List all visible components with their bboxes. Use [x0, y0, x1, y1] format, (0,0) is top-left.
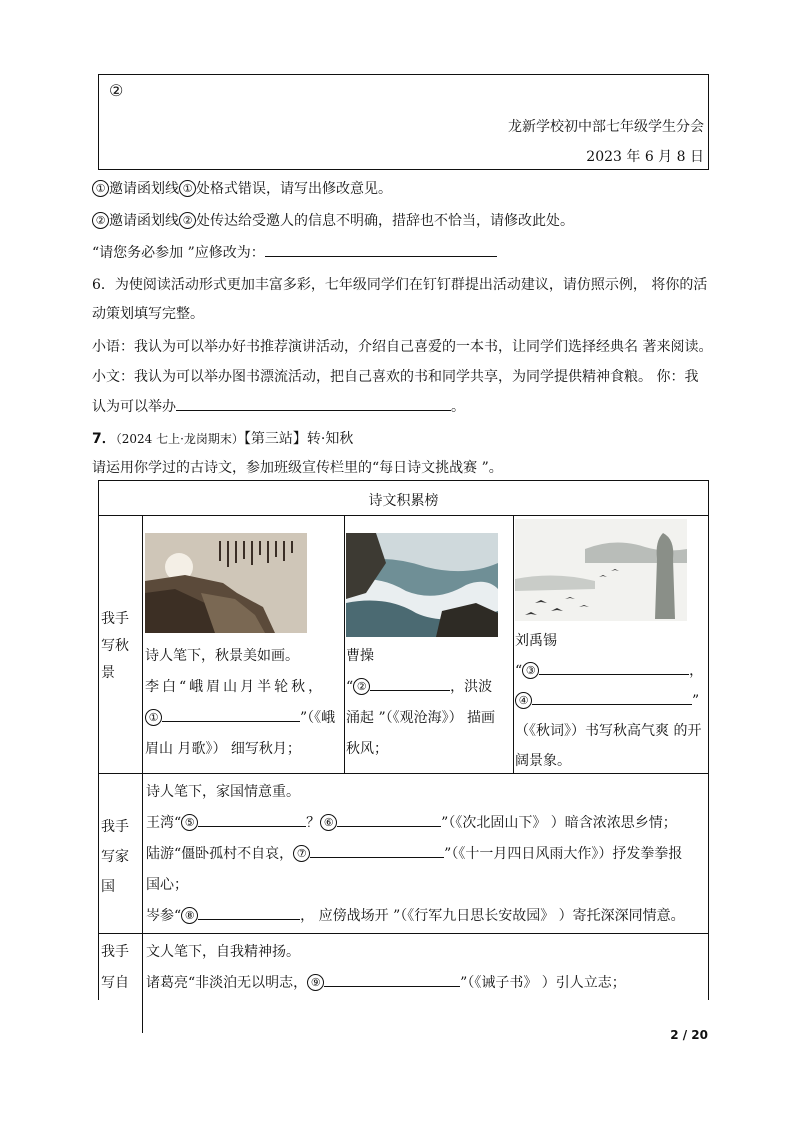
r2-line-2	[146, 808, 685, 839]
marker-8-blank: ⑧	[181, 907, 198, 924]
r2-line-3	[146, 839, 685, 870]
row2-label	[101, 812, 129, 902]
moon-painting-image	[145, 533, 307, 633]
c2-line-2	[346, 672, 495, 703]
r3-line-1: 文人笔下，自我精神扬。	[146, 944, 300, 960]
row1-label	[101, 606, 129, 687]
q6-line-5	[92, 396, 465, 416]
q6-line-1: 6．为使阅读活动形式更加丰富多彩，七年级同学们在钉钉群提出活动建议，请仿照示例， 将你的活	[92, 277, 708, 293]
r2-line-2-post: ”（《次北固山下》 ）暗含浓浓思乡情；	[441, 815, 677, 831]
sea-painting-image	[346, 533, 498, 637]
marker-1-blank: ①	[145, 709, 162, 726]
c1-line-4: 眉山 月歌》） 细写秋月；	[145, 741, 301, 757]
q6-line-5-post: 。	[451, 399, 465, 415]
row3-label-1: 我手	[101, 944, 129, 960]
r2-line-5-pre: 岑参“	[146, 908, 182, 924]
c3-line-4: （《秋词》）书写秋高气爽 的开	[515, 723, 702, 739]
q6-line-4: 小文：我认为可以举办图书漂流活动，把自己喜欢的书和同学共享，为同学提供精神食粮。 你：我	[92, 369, 699, 385]
q6-line-2: 动策划填写完整。	[92, 306, 204, 322]
c2-line-2-pre: “	[346, 679, 354, 695]
q5-item-2	[92, 210, 574, 230]
marker-1-inline: ①	[179, 180, 196, 197]
r2-line-3-pre: 陆游“僵卧孤村不自哀，	[146, 846, 294, 862]
q6-line-3: 小语：我认为可以举办好书推荐演讲活动，介绍自己喜爱的一本书，让同学们选择经典名 著来阅读。	[92, 339, 713, 355]
row2-label-1: 我手	[101, 819, 129, 835]
cell-self-spirit	[146, 937, 626, 999]
answer-blank[interactable]	[539, 661, 689, 675]
page-number: 2 / 20	[670, 1028, 708, 1042]
row1-label-1: 我手	[101, 611, 129, 627]
marker-4-blank: ④	[515, 692, 532, 709]
q7-intro: 请运用你学过的古诗文，参加班级宣传栏里的“每日诗文挑战赛 ”。	[92, 460, 503, 476]
marker-3-blank: ③	[522, 662, 539, 679]
poem-table	[98, 480, 709, 1000]
q5-revise-label: “请您务必参加 ”应修改为：	[92, 245, 265, 261]
r2-line-3-post: ”（《十一月四日风雨大作》）抒发拳拳报	[444, 846, 683, 862]
c3-line-2-pre: “	[515, 663, 523, 679]
c3-author: 刘禹锡	[515, 633, 557, 649]
cell-home-country	[146, 777, 685, 932]
r3-line-2-pre: 诸葛亮“非淡泊无以明志，	[146, 975, 308, 991]
c1-line-3-post: ”（《峨	[300, 710, 336, 726]
q7-number: 7．	[92, 431, 116, 447]
row3-label	[101, 937, 129, 999]
marker-1: ①	[92, 180, 109, 197]
c3-line-3-post: ”	[692, 693, 700, 709]
r3-line-2	[146, 968, 626, 999]
c1-line-1: 诗人笔下，秋景美如画。	[145, 648, 299, 664]
answer-blank[interactable]	[176, 397, 451, 411]
r2-line-5-post: ， 应傍战场开 ”（《行军九日思长安故园》 ）寄托深深同情意。	[300, 908, 685, 924]
marker-6-blank: ⑥	[320, 814, 337, 831]
c1-line-3	[145, 703, 335, 734]
row1-label-3: 景	[101, 665, 115, 681]
r2-line-5	[146, 901, 685, 932]
answer-blank[interactable]	[337, 813, 441, 827]
row2-label-2: 写家	[101, 849, 129, 865]
row2-label-3: 国	[101, 879, 115, 895]
c2-author: 曹操	[346, 648, 374, 664]
invitation-box	[98, 74, 709, 170]
c3-line-3	[515, 686, 703, 716]
q7-source: （2024 七上·龙岗期末）	[115, 432, 244, 446]
invitation-marker: ②	[109, 81, 124, 100]
marker-2-blank: ②	[353, 678, 370, 695]
cell-autumn-wind	[346, 641, 495, 765]
cell-autumn-words	[515, 626, 703, 776]
c2-line-3: 涌起 ”（《观沧海》） 描画	[346, 710, 496, 726]
answer-blank[interactable]	[310, 844, 444, 858]
marker-5-blank: ⑤	[181, 814, 198, 831]
c3-line-5: 阔景象。	[515, 753, 571, 769]
q5-item-1-post: 处格式错误，请写出修改意见。	[196, 181, 392, 197]
q5-item-2-pre: 邀请函划线	[109, 213, 179, 229]
marker-2-inline: ②	[179, 212, 196, 229]
q5-item-1-pre: 邀请函划线	[109, 181, 179, 197]
marker-9-blank: ⑨	[307, 974, 324, 991]
marker-7-blank: ⑦	[293, 845, 310, 862]
c3-line-2	[515, 656, 703, 686]
q5-item-1	[92, 178, 392, 198]
invitation-date: 2023 年 6 月 8 日	[586, 149, 704, 165]
q7-heading	[92, 428, 353, 448]
row3-label-2: 写自	[101, 975, 129, 991]
answer-blank[interactable]	[265, 243, 497, 257]
answer-blank[interactable]	[370, 677, 450, 691]
cell-autumn-moon	[145, 641, 335, 765]
answer-blank[interactable]	[532, 691, 692, 705]
c2-line-4: 秋风；	[346, 741, 388, 757]
q5-revise	[92, 242, 497, 262]
q6-line-5-pre: 认为可以举办	[92, 399, 176, 415]
marker-2: ②	[92, 212, 109, 229]
answer-blank[interactable]	[198, 813, 306, 827]
answer-blank[interactable]	[162, 708, 300, 722]
answer-blank[interactable]	[324, 973, 460, 987]
r2-line-2-mid: ？	[306, 815, 321, 831]
invitation-org: 龙新学校初中部七年级学生分会	[508, 119, 704, 135]
q7-title: 【第三站】转·知秋	[243, 431, 354, 447]
q5-item-2-post: 处传达给受邀人的信息不明确，措辞也不恰当，请修改此处。	[196, 213, 574, 229]
r3-line-2-post: ”（《诫子书》 ）引人立志；	[460, 975, 626, 991]
c2-line-2-post: ，洪波	[450, 679, 493, 695]
r2-line-2-pre: 王湾“	[146, 815, 182, 831]
cranes-painting-image	[515, 519, 687, 621]
answer-blank[interactable]	[198, 906, 300, 920]
c3-line-2-post: ，	[689, 663, 704, 679]
r2-line-1: 诗人笔下，家国情意重。	[146, 784, 300, 800]
table-title: 诗文积累榜	[368, 493, 439, 509]
row1-label-2: 写秋	[101, 638, 129, 654]
c1-line-2: 李白“峨眉山月半轮秋，	[145, 679, 326, 695]
r2-line-4: 国心；	[146, 877, 188, 893]
